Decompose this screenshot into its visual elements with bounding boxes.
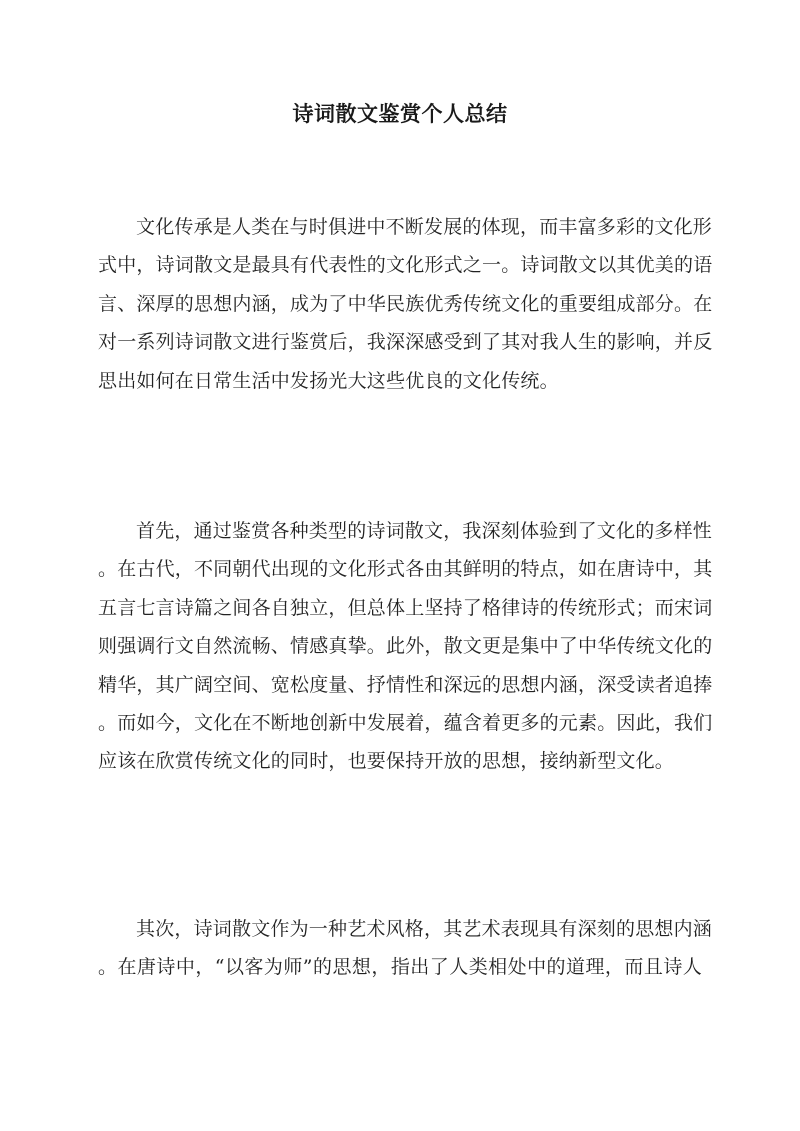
paragraph-line: 。在唐诗中，“以客为师”的思想，指出了人类相处中的道理，而且诗人 [98,956,702,979]
paragraph-line: 首先，通过鉴赏各种类型的诗词散文，我深刻体验到了文化的多样性 [136,520,713,542]
paragraph-3 [98,910,713,987]
paragraph-line: 对一系列诗词散文进行鉴赏后，我深深感受到了其对我人生的影响，并反 [98,331,713,354]
document-title: 诗词散文鉴赏个人总结 [292,101,508,126]
paragraph-line: 应该在欣赏传统文化的同时，也要保持开放的思想，接纳新型文化。 [98,750,675,773]
paragraph-line: 思出如何在日常生活中发扬光大这些优良的文化传统。 [98,369,559,392]
paragraph-line: 文化传承是人类在与时俱进中不断发展的体现，而丰富多彩的文化形 [136,216,713,238]
paragraph-line: 则强调行文自然流畅、情感真挚。此外，散文更是集中了中华传统文化的 [98,635,713,658]
paragraph-line: 精华，其广阔空间、宽松度量、抒情性和深远的思想内涵，深受读者追捧 [98,673,713,696]
paragraph-2 [98,512,713,781]
paragraph-line: 式中，诗词散文是最具有代表性的文化形式之一。诗词散文以其优美的语 [98,254,713,277]
paragraph-line: 。在古代，不同朝代出现的文化形式各由其鲜明的特点，如在唐诗中，其 [98,558,713,581]
paragraph-line: 言、深厚的思想内涵，成为了中华民族优秀传统文化的重要组成部分。在 [98,292,713,315]
paragraph-1 [98,208,713,400]
paragraph-line: 。而如今，文化在不断地创新中发展着，蕴含着更多的元素。因此，我们 [98,711,713,734]
paragraph-line: 五言七言诗篇之间各自独立，但总体上坚持了格律诗的传统形式；而宋词 [98,596,713,619]
paragraph-line: 其次，诗词散文作为一种艺术风格，其艺术表现具有深刻的思想内涵 [136,918,713,940]
